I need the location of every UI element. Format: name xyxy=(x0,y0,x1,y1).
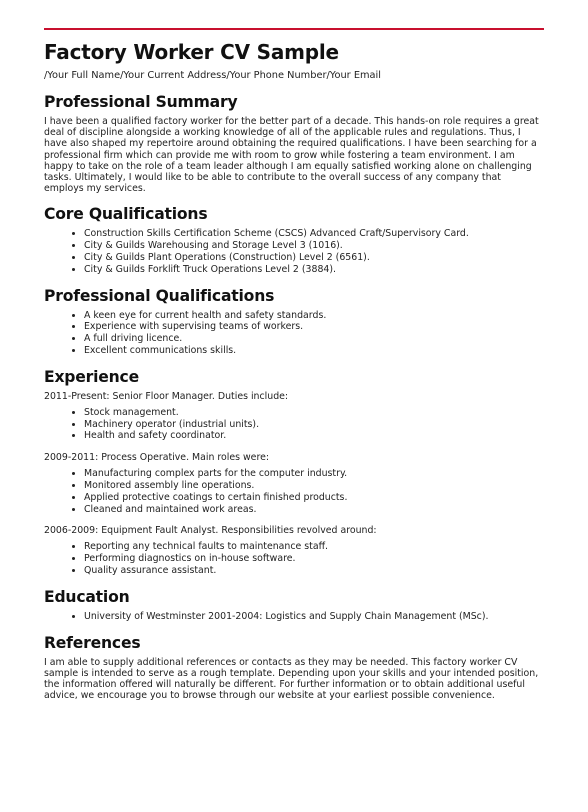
list-item: • Experience with supervising teams of workers. xyxy=(84,321,542,333)
professional-qualifications-list xyxy=(44,310,542,357)
experience-role-list xyxy=(44,407,542,442)
references-text: I am able to supply additional references or contacts as they may be needed. This factory worker CV sample is intended to serve as a rough template. Depending upon your skills and your intended position, the information offered will naturally be different. For further information or to obtain additional useful advice, we encourage you to browse through our website at your earliest possible convenience. xyxy=(44,656,539,702)
list-item: • City & Guilds Forklift Truck Operations Level 2 (3884). xyxy=(84,264,542,276)
list-item: • A keen eye for current health and safety standards. xyxy=(84,310,542,322)
experience-role-title: 2009-2011: Process Operative. Main roles were: xyxy=(44,452,270,464)
contact-line: /Your Full Name/Your Current Address/Your Phone Number/Your Email xyxy=(44,70,382,81)
experience-role-title: 2006-2009: Equipment Fault Analyst. Responsibilities revolved around: xyxy=(44,525,377,537)
list-item: • Applied protective coatings to certain finished products. xyxy=(84,492,542,504)
experience-heading: Experience xyxy=(44,367,139,386)
cv-content xyxy=(44,40,542,701)
experience-role-list xyxy=(44,541,542,576)
core-qualifications-heading: Core Qualifications xyxy=(44,205,208,224)
list-item: • City & Guilds Warehousing and Storage Level 3 (1016). xyxy=(84,240,542,252)
professional-qualifications-heading: Professional Qualifications xyxy=(44,286,275,305)
list-item: • A full driving licence. xyxy=(84,333,542,345)
references-heading: References xyxy=(44,633,141,652)
list-item: • University of Westminster 2001-2004: Logistics and Supply Chain Management (MSc). xyxy=(84,611,542,623)
list-item: • Performing diagnostics on in-house software. xyxy=(84,553,542,565)
experience-role-list xyxy=(44,468,542,515)
list-item: • Quality assurance assistant. xyxy=(84,565,542,577)
education-heading: Education xyxy=(44,587,130,606)
list-item: • Stock management. xyxy=(84,407,542,419)
page-title: Factory Worker CV Sample xyxy=(44,40,339,64)
list-item: • Machinery operator (industrial units). xyxy=(84,419,542,431)
list-item: • Monitored assembly line operations. xyxy=(84,480,542,492)
summary-text: I have been a qualified factory worker for the better part of a decade. This hands-on role requires a great deal of discipline alongside a working knowledge of all of the applicable rules and regulations. Thus, I have also shaped my repertoire around obtaining the required qualifications. I have been searching for a professional firm which can provide me with room to grow while fostering a team environment. I am happy to take on the role of a team leader although I am equally satisfied working alone on challenging tasks. Ultimately, I would like to be able to contribute to the overall success of any company that employs my services. xyxy=(44,116,539,195)
list-item: • Reporting any technical faults to maintenance staff. xyxy=(84,541,542,553)
list-item: • Excellent communications skills. xyxy=(84,345,542,357)
summary-heading: Professional Summary xyxy=(44,93,238,111)
list-item: • Cleaned and maintained work areas. xyxy=(84,504,542,516)
list-item: • City & Guilds Plant Operations (Construction) Level 2 (6561). xyxy=(84,252,542,264)
list-item: • Construction Skills Certification Scheme (CSCS) Advanced Craft/Supervisory Card. xyxy=(84,228,542,240)
education-list xyxy=(44,611,542,623)
list-item: • Manufacturing complex parts for the computer industry. xyxy=(84,468,542,480)
experience-role-title: 2011-Present: Senior Floor Manager. Duties include: xyxy=(44,390,289,402)
top-red-rule xyxy=(44,28,544,30)
core-qualifications-list xyxy=(44,228,542,275)
list-item: • Health and safety coordinator. xyxy=(84,430,542,442)
